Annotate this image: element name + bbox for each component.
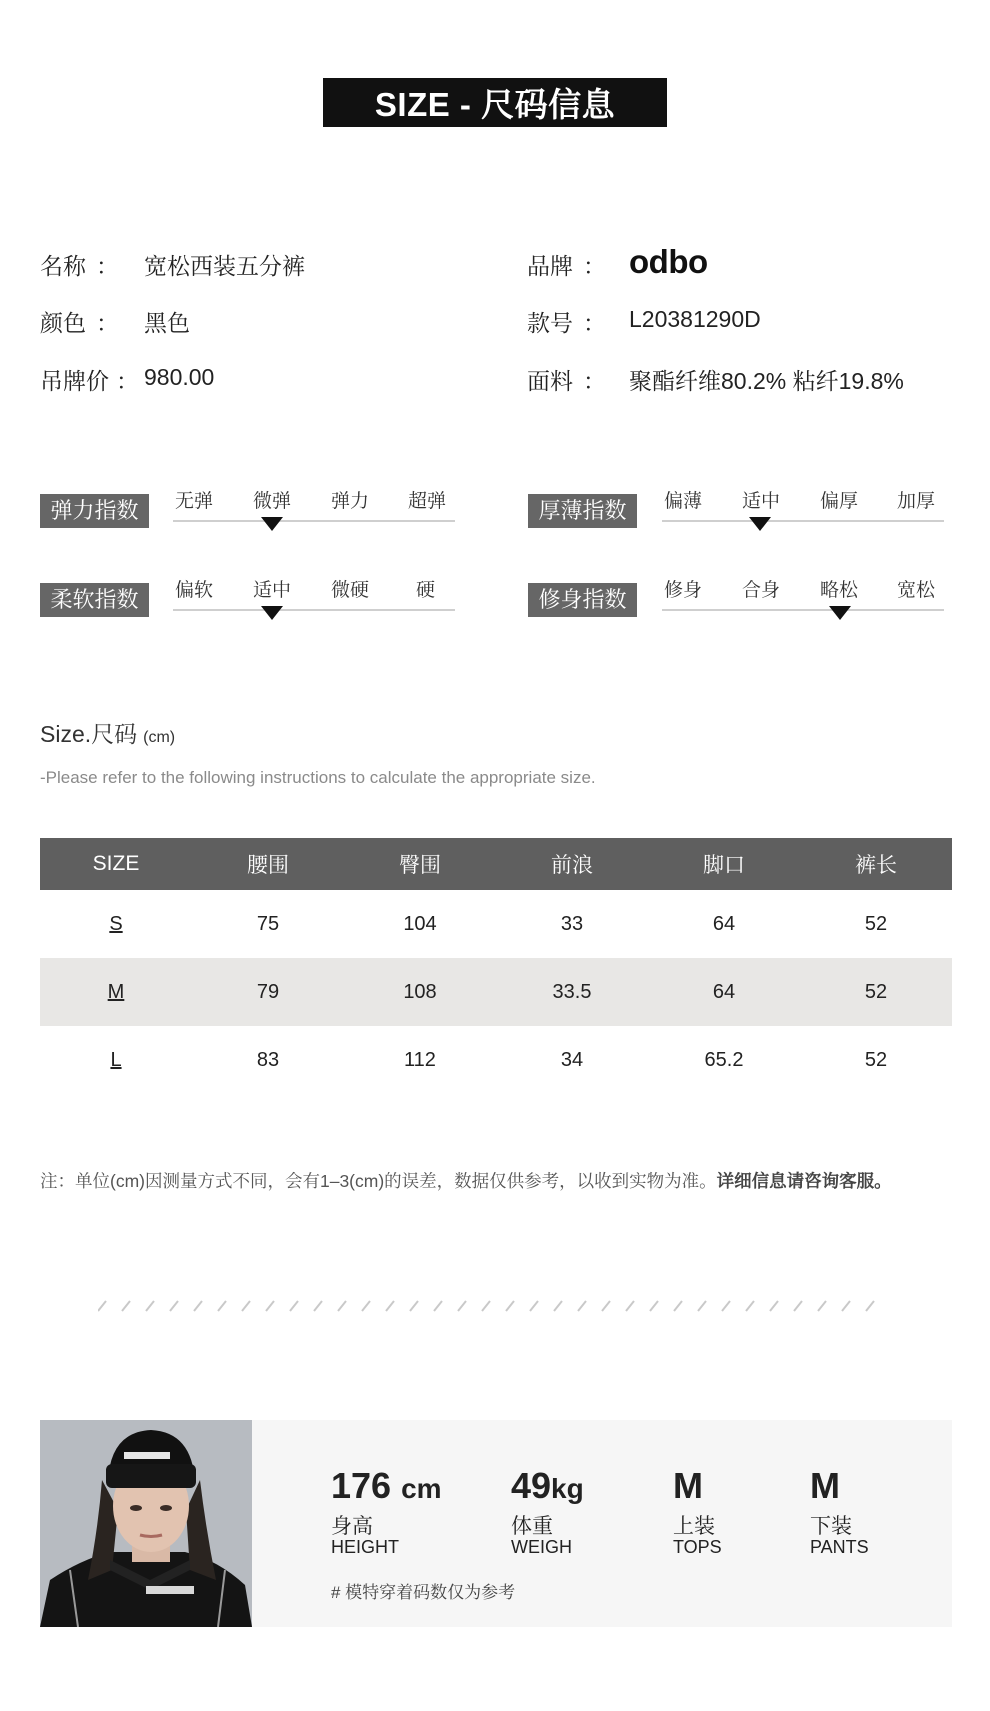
gauge-option: 无弹 <box>175 491 214 512</box>
gauge-label: 柔软指数 <box>40 583 149 617</box>
table-cell: 112 <box>404 1048 436 1071</box>
gauge-option: 适中 <box>253 580 292 601</box>
table-cell: 75 <box>256 912 280 935</box>
size-unit: (cm) <box>143 729 176 746</box>
model-note: # 模特穿着码数仅为参考 <box>331 1583 516 1602</box>
color-label: 颜色 <box>40 310 86 336</box>
height-en: HEIGHT <box>331 1537 400 1557</box>
table-cell: 33.5 <box>552 980 592 1003</box>
gauge-option: 略松 <box>820 580 859 601</box>
table-cell: 34 <box>560 1048 584 1071</box>
tops-en: TOPS <box>673 1537 722 1557</box>
page-title <box>323 78 667 127</box>
measurement-note <box>40 1168 892 1193</box>
page-title-text: SIZE - 尺码信息 <box>374 86 616 123</box>
size-table <box>40 838 952 1094</box>
name-label: 名称 <box>40 253 86 279</box>
table-cell: 108 <box>403 980 437 1003</box>
name-value: 宽松西装五分裤 <box>144 253 305 279</box>
model-illustration <box>40 1420 252 1627</box>
pants-value: M <box>810 1465 840 1506</box>
header-cell: 臀围 <box>399 854 441 877</box>
gauge-track <box>662 609 944 611</box>
table-cell: 33 <box>560 912 584 935</box>
size-title <box>40 716 175 749</box>
weight-cn: 体重 <box>511 1515 553 1538</box>
gauge-option: 偏软 <box>175 580 214 601</box>
note-bold: 详细信息请咨询客服。 <box>716 1171 892 1191</box>
table-cell: 52 <box>864 980 888 1003</box>
header-cell: 裤长 <box>855 854 897 877</box>
table-row <box>40 890 952 958</box>
size-cell <box>40 890 192 958</box>
gauge-track <box>173 520 455 522</box>
table-cell: 65.2 <box>704 1048 744 1071</box>
name-colon: ： <box>96 253 119 279</box>
note-text: 注：单位(cm)因测量方式不同，会有1–3(cm)的误差，数据仅供参考，以收到实物为准。 <box>40 1171 717 1191</box>
gauge-label: 厚薄指数 <box>528 494 637 528</box>
brand-colon: ： <box>583 253 606 279</box>
size-cell <box>40 958 192 1026</box>
gauge-marker-icon <box>829 606 851 620</box>
gauge-option: 偏厚 <box>820 491 859 512</box>
divider-dashes <box>98 1298 888 1314</box>
gauge-marker-icon <box>261 517 283 531</box>
tops-cn: 上装 <box>673 1515 715 1538</box>
fabric-colon: ： <box>583 368 606 394</box>
gauge-option: 微硬 <box>331 580 370 601</box>
price-label: 吊牌价 <box>40 368 109 394</box>
header-cell: 腰围 <box>247 854 289 877</box>
weight-value <box>511 1465 584 1507</box>
table-cell: 104 <box>403 912 437 935</box>
table-cell: 64 <box>712 912 736 935</box>
height-value <box>331 1465 442 1507</box>
size-name: L <box>110 1048 122 1071</box>
code-colon: ： <box>583 310 606 336</box>
height-unit: cm <box>401 1473 442 1504</box>
fabric-label: 面料 <box>527 368 573 394</box>
table-cell: 79 <box>256 980 280 1003</box>
brand-label: 品牌 <box>527 253 573 279</box>
price-value: 980.00 <box>144 364 215 390</box>
gauge-option: 加厚 <box>897 491 936 512</box>
header-cell: SIZE <box>92 852 140 875</box>
size-title-text: Size.尺码 <box>40 721 138 747</box>
gauge-option: 合身 <box>742 580 781 601</box>
weight-en: WEIGH <box>511 1537 572 1557</box>
code-label: 款号 <box>527 310 573 336</box>
gauge-track <box>662 520 944 522</box>
gauge-marker-icon <box>261 606 283 620</box>
gauge-label: 弹力指数 <box>40 494 149 528</box>
gauge-option: 宽松 <box>897 580 936 601</box>
weight-number: 49 <box>511 1465 552 1506</box>
fabric-value: 聚酯纤维80.2% 粘纤19.8% <box>629 368 904 394</box>
gauge-option: 微弹 <box>253 491 292 512</box>
table-header <box>40 838 952 890</box>
size-name: M <box>107 980 125 1003</box>
header-cell: 前浪 <box>551 854 593 877</box>
weight-unit: kg <box>551 1473 584 1504</box>
table-cell: 52 <box>864 912 888 935</box>
header-cell: 脚口 <box>703 854 745 877</box>
height-number: 176 <box>331 1465 392 1506</box>
color-colon: ： <box>96 310 119 336</box>
gauge-option: 适中 <box>742 491 781 512</box>
gauge-option: 超弹 <box>408 491 447 512</box>
table-row <box>40 1026 952 1094</box>
pants-cn: 下装 <box>810 1515 852 1538</box>
model-photo <box>40 1420 252 1627</box>
gauge-option: 硬 <box>416 580 436 601</box>
table-cell: 64 <box>712 980 736 1003</box>
price-colon: ： <box>116 368 139 394</box>
gauge-track <box>173 609 455 611</box>
size-subtitle: -Please refer to the following instructions to calculate the appropriate size. <box>40 768 596 787</box>
table-cell: 83 <box>256 1048 280 1071</box>
size-cell <box>40 1026 192 1094</box>
height-cn: 身高 <box>331 1515 373 1538</box>
table-cell: 52 <box>864 1048 888 1071</box>
tops-value: M <box>673 1465 703 1506</box>
code-value: L20381290D <box>629 306 761 332</box>
brand-logo: odbo <box>629 243 708 280</box>
gauge-option: 弹力 <box>331 491 370 512</box>
pants-en: PANTS <box>810 1537 869 1557</box>
size-name: S <box>109 912 123 935</box>
color-value: 黑色 <box>144 310 190 336</box>
gauge-option: 偏薄 <box>664 491 703 512</box>
table-row <box>40 958 952 1026</box>
gauge-label: 修身指数 <box>528 583 637 617</box>
gauge-option: 修身 <box>664 580 703 601</box>
gauge-marker-icon <box>749 517 771 531</box>
